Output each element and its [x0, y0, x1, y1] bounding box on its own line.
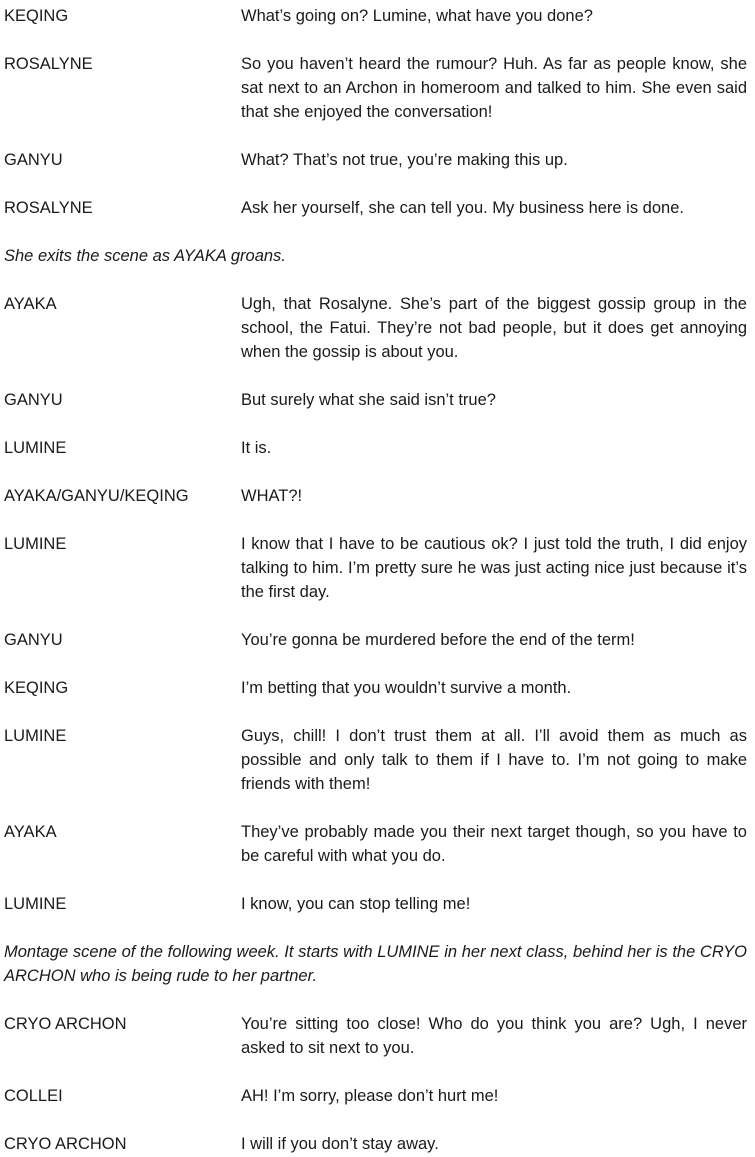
- speaker-name: GANYU: [4, 151, 63, 169]
- dialogue-line: [4, 532, 747, 604]
- dialogue-text: They’ve probably made you their next target though, so you have to be careful with what you do.: [241, 823, 747, 865]
- speaker-name: KEQING: [4, 7, 69, 25]
- dialogue-line: [4, 1012, 747, 1060]
- speaker-name: ROSALYNE: [4, 55, 93, 73]
- dialogue-text: I know, you can stop telling me!: [241, 895, 471, 913]
- speaker-name: CRYO ARCHON: [4, 1135, 127, 1153]
- dialogue-text: So you haven’t heard the rumour? Huh. As far as people know, she sat next to an Archon in homeroom and talked to him. She even said that she enjoyed the conversation!: [241, 55, 747, 121]
- dialogue-line: [4, 148, 747, 172]
- dialogue-line: [4, 388, 747, 412]
- dialogue-line: [4, 436, 747, 460]
- dialogue-text: AH! I’m sorry, please don’t hurt me!: [241, 1087, 499, 1105]
- speaker-name: AYAKA: [4, 823, 57, 841]
- dialogue-text: I will if you don’t stay away.: [241, 1135, 439, 1153]
- dialogue-text: What? That’s not true, you’re making this up.: [241, 151, 568, 169]
- speaker-name: LUMINE: [4, 895, 67, 913]
- speaker-name: AYAKA: [4, 295, 57, 313]
- dialogue-line: [4, 484, 747, 508]
- dialogue-text: But surely what she said isn’t true?: [241, 391, 496, 409]
- dialogue-line: [4, 52, 747, 124]
- speaker-name: GANYU: [4, 631, 63, 649]
- dialogue-line: [4, 292, 747, 364]
- dialogue-line: [4, 196, 747, 220]
- stage-direction: She exits the scene as AYAKA groans.: [4, 247, 286, 265]
- dialogue-text: Guys, chill! I don’t trust them at all. I’ll avoid them as much as possible and only talk to them if I have to. I’m not going to make friends with them!: [241, 727, 747, 793]
- dialogue-text: You’re sitting too close! Who do you think you are? Ugh, I never asked to sit next to you.: [241, 1015, 747, 1057]
- speaker-name: GANYU: [4, 391, 63, 409]
- dialogue-text: It is.: [241, 439, 272, 457]
- dialogue-line: [4, 1084, 747, 1108]
- dialogue-text: You’re gonna be murdered before the end of the term!: [241, 631, 635, 649]
- speaker-name: KEQING: [4, 679, 69, 697]
- speaker-name: CRYO ARCHON: [4, 1015, 127, 1033]
- dialogue-text: I know that I have to be cautious ok? I just told the truth, I did enjoy talking to him. I’m pretty sure he was just acting nice just because it’s the first day.: [241, 535, 747, 601]
- dialogue-line: [4, 628, 747, 652]
- dialogue-text: WHAT?!: [241, 487, 303, 505]
- speaker-name: COLLEI: [4, 1087, 63, 1105]
- speaker-name: LUMINE: [4, 535, 67, 553]
- speaker-name: LUMINE: [4, 439, 67, 457]
- dialogue-line: [4, 1132, 747, 1156]
- dialogue-line: [4, 4, 747, 28]
- dialogue-line: [4, 820, 747, 868]
- dialogue-line: [4, 676, 747, 700]
- stage-direction: Montage scene of the following week. It starts with LUMINE in her next class, behind her is the CRYO ARCHON who is being rude to her partner.: [4, 943, 747, 985]
- dialogue-text: I’m betting that you wouldn’t survive a month.: [241, 679, 572, 697]
- dialogue-line: [4, 892, 747, 916]
- speaker-name: ROSALYNE: [4, 199, 93, 217]
- speaker-name: AYAKA/GANYU/KEQING: [4, 487, 189, 505]
- dialogue-text: What’s going on? Lumine, what have you done?: [241, 7, 593, 25]
- dialogue-line: [4, 724, 747, 796]
- speaker-name: LUMINE: [4, 727, 67, 745]
- dialogue-text: Ugh, that Rosalyne. She’s part of the biggest gossip group in the school, the Fatui. They’re not bad people, but it does get annoying when the gossip is about you.: [241, 295, 747, 361]
- dialogue-text: Ask her yourself, she can tell you. My business here is done.: [241, 199, 684, 217]
